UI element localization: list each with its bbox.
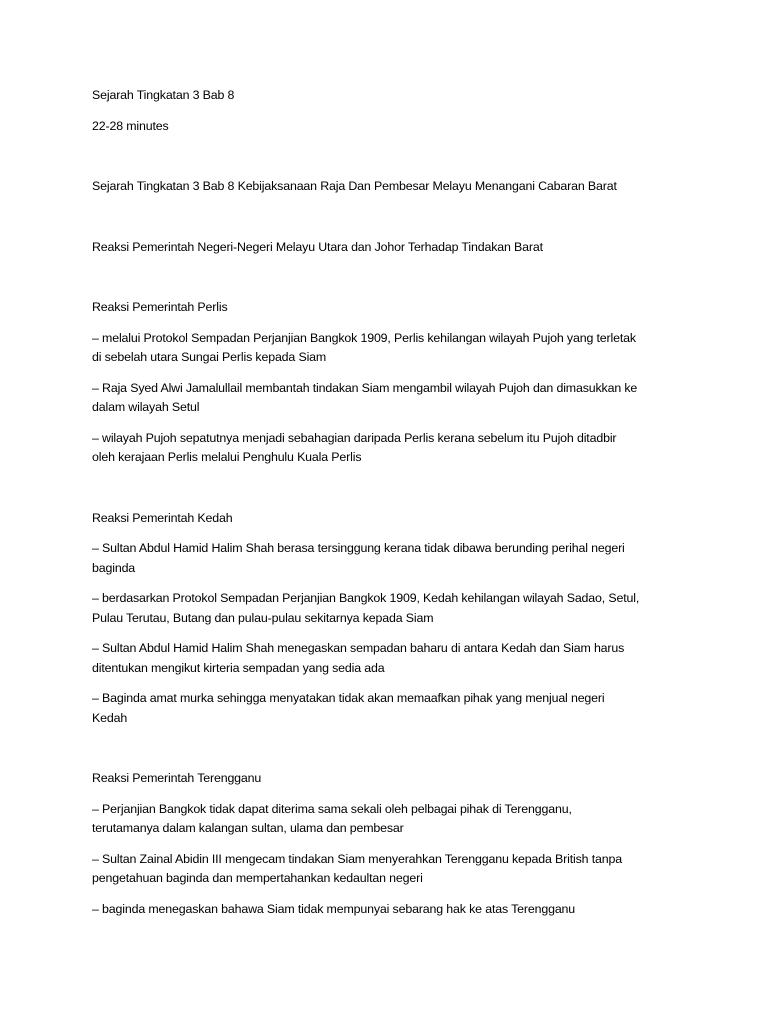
paragraph-line: – melalui Protokol Sempadan Perjanjian Bangkok 1909, Perlis kehilangan wilayah Pujoh yang terletak: [92, 330, 636, 345]
paragraph-line: – wilayah Pujoh sepatutnya menjadi sebahagian daripada Perlis kerana sebelum itu Pujoh ditadbir: [92, 430, 617, 445]
paragraph-line: – Sultan Abdul Hamid Halim Shah berasa tersinggung kerana tidak dibawa berunding perihal negeri: [92, 541, 625, 555]
paragraph-line: – Perjanjian Bangkok tidak dapat diterima sama sekali oleh pelbagai pihak di Terengganu,: [92, 801, 572, 816]
paragraph-line: pengetahuan baginda dan mempertahankan kedaultan negeri: [92, 871, 423, 885]
paragraph: [92, 429, 676, 468]
section-heading-kedah: Reaksi Pemerintah Kedah: [92, 510, 233, 525]
intro-heading: Reaksi Pemerintah Negeri-Negeri Melayu Utara dan Johor Terhadap Tindakan Barat: [92, 239, 543, 254]
article-main-title: Sejarah Tingkatan 3 Bab 8 Kebijaksanaan Raja Dan Pembesar Melayu Menangani Cabaran Barat: [92, 179, 617, 193]
paragraph-line: baginda: [92, 560, 136, 575]
paragraph-line: dalam wilayah Setul: [92, 400, 200, 414]
paragraph: [92, 539, 676, 578]
paragraph-line: – Baginda amat murka sehingga menyatakan tidak akan memaafkan pihak yang menjual negeri: [92, 691, 605, 705]
paragraph-line: Pulau Terutau, Butang dan pulau-pulau sekitarnya kepada Siam: [92, 610, 434, 625]
paragraph: [92, 639, 676, 678]
paragraph: [92, 689, 676, 728]
paragraph-line: di sebelah utara Sungai Perlis kepada Siam: [92, 350, 327, 364]
paragraph-line: oleh kerajaan Perlis melalui Penghulu Kuala Perlis: [92, 450, 362, 464]
reading-time: 22-28 minutes: [92, 118, 169, 133]
paragraph-line: ditentukan mengikut kirteria sempadan yang sedia ada: [92, 660, 385, 675]
section-heading-perlis: Reaksi Pemerintah Perlis: [92, 300, 228, 314]
paragraph: [92, 589, 676, 628]
paragraph-line: – Sultan Zainal Abidin III mengecam tindakan Siam menyerahkan Terengganu kepada British tanpa: [92, 851, 622, 866]
paragraph: [92, 329, 676, 368]
paragraph: [92, 379, 676, 418]
section-heading-terengganu: Reaksi Pemerintah Terengganu: [92, 771, 262, 785]
paragraph-line: – berdasarkan Protokol Sempadan Perjanjian Bangkok 1909, Kedah kehilangan wilayah Sadao, Setul,: [92, 591, 640, 605]
paragraph: [92, 900, 676, 920]
document-title: Sejarah Tingkatan 3 Bab 8: [92, 88, 235, 102]
paragraph-line: – Sultan Abdul Hamid Halim Shah menegaskan sempadan baharu di antara Kedah dan Siam harus: [92, 641, 625, 655]
paragraph-line: terutamanya dalam kalangan sultan, ulama dan pembesar: [92, 821, 404, 835]
paragraph-line: Kedah: [92, 710, 128, 725]
paragraph-line: – baginda menegaskan bahawa Siam tidak mempunyai sebarang hak ke atas Terengganu: [92, 901, 576, 916]
paragraph: [92, 850, 676, 889]
paragraph: [92, 800, 676, 839]
paragraph-line: – Raja Syed Alwi Jamalullail membantah tindakan Siam mengambil wilayah Pujoh dan dimasukkan ke: [92, 380, 638, 395]
